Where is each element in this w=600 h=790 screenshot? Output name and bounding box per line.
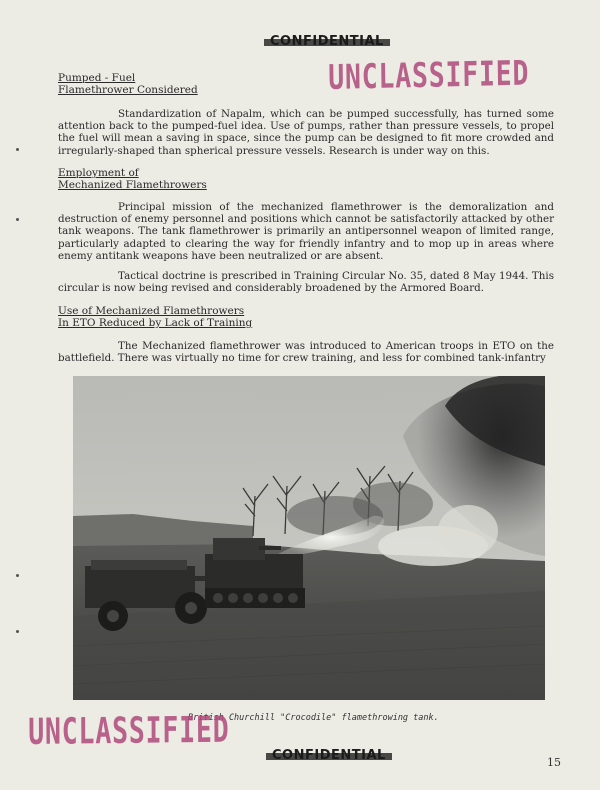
margin-mark: [16, 630, 19, 633]
margin-mark: [16, 218, 19, 221]
margin-mark: [16, 574, 19, 577]
photo-illustration: [73, 376, 545, 700]
unclassified-stamp-top: UNCLASSIFIED: [328, 53, 530, 98]
section-heading-pumped-fuel: Pumped - Fuel Flamethrower Considered: [58, 72, 198, 96]
paragraph-principal-mission: Principal mission of the mechanized flamethrower is the demoralization and destruction of enemy personnel and positions which cannot be satisfactorily attacked by other tank weapons. The tank flamethrower is primarily an antipersonnel weapon of limited range, particularly adapted to clearing the way for friendly infantry and to mop up in areas where enemy antitank weapons have been neutralized or are absent.: [58, 201, 554, 262]
strike-bar: [264, 39, 390, 46]
strike-bar: [266, 753, 392, 760]
photo-caption: British Churchill "Crocodile" flamethrowing tank.: [188, 713, 439, 723]
tree-canopy: [353, 482, 433, 526]
page-number: 15: [547, 756, 561, 769]
section-heading-eto-use: Use of Mechanized Flamethrowers In ETO Reduced by Lack of Training: [58, 305, 253, 329]
fire-burst: [438, 505, 498, 557]
unclassified-stamp-bottom: UNCLASSIFIED: [28, 709, 230, 753]
margin-mark: [16, 148, 19, 151]
flamethrower-tank-photo: [73, 376, 545, 700]
confidential-stamp-bottom: [272, 748, 386, 763]
paragraph-napalm: Standardization of Napalm, which can be pumped successfully, has turned some attention back to the pumped-fuel idea. Use of pumps, rather than pressure vessels, to propel the fuel will mean a saving in space, since the pump can be designed to fit more crowded and irregularly-shaped than spherical pressure vessels. Research is under way on this.: [58, 108, 554, 157]
confidential-stamp-top: [270, 34, 384, 49]
paragraph-tactical-doctrine: Tactical doctrine is prescribed in Training Circular No. 35, dated 8 May 1944. This circular is now being revised and considerably broadened by the Armored Board.: [58, 270, 554, 295]
paragraph-eto-introduction: The Mechanized flamethrower was introduced to American troops in ETO on the battlefield. There was virtually no time for crew training, and less for combined tank-infantry: [58, 340, 554, 365]
section-heading-employment: Employment of Mechanized Flamethrowers: [58, 167, 207, 191]
